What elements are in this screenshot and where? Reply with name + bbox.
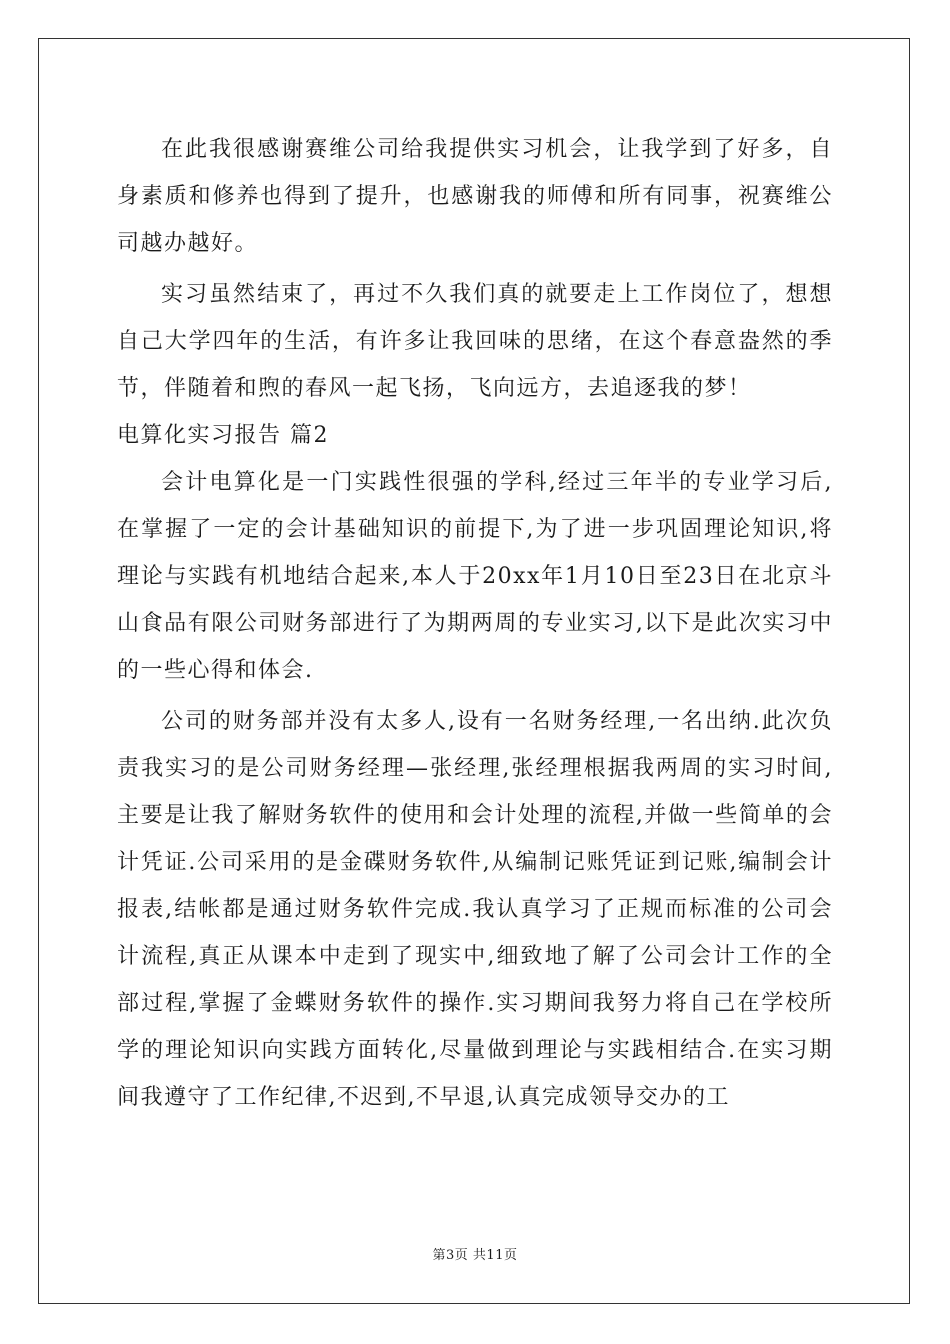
paragraph-farewell: 实习虽然结束了，再过不久我们真的就要走上工作岗位了，想想自己大学四年的生活，有许多让我回味的思绪，在这个春意盎然的季节，伴随着和煦的春风一起飞扬，飞向远方，去追逐我的梦！ [117,282,833,401]
section-heading: 电算化实习报告 篇2 [117,423,329,448]
paragraph-intro: 会计电算化是一门实践性很强的学科,经过三年半的专业学习后,在掌握了一定的会计基础知识的前提下,为了进一步巩固理论知识,将理论与实践有机地结合起来,本人于20xx年1月10日至23日在北京斗山食品有限公司财务部进行了为期两周的专业实习,以下是此次实习中的一些心得和体会. [117,470,833,683]
page-number-footer: 第3页 共11页 [432,1248,518,1263]
document-body [117,126,833,1121]
paragraph-finance-department: 公司的财务部并没有太多人,设有一名财务经理,一名出纳.此次负责我实习的是公司财务经理—张经理,张经理根据我两周的实习时间,主要是让我了解财务软件的使用和会计处理的流程,并做一些简单的会计凭证.公司采用的是金碟财务软件,从编制记账凭证到记账,编制会计报表,结帐都是通过财务软件完成.我认真学习了正规而标准的公司会计流程,真正从课本中走到了现实中,细致地了解了公司会计工作的全部过程,掌握了金蝶财务软件的操作.实习期间我努力将自己在学校所学的理论知识向实践方面转化,尽量做到理论与实践相结合.在实习期间我遵守了工作纪律,不迟到,不早退,认真完成领导交办的工 [117,709,833,1110]
paragraph-thanks: 在此我很感谢赛维公司给我提供实习机会，让我学到了好多，自身素质和修养也得到了提升，也感谢我的师傅和所有同事，祝赛维公司越办越好。 [117,137,833,256]
